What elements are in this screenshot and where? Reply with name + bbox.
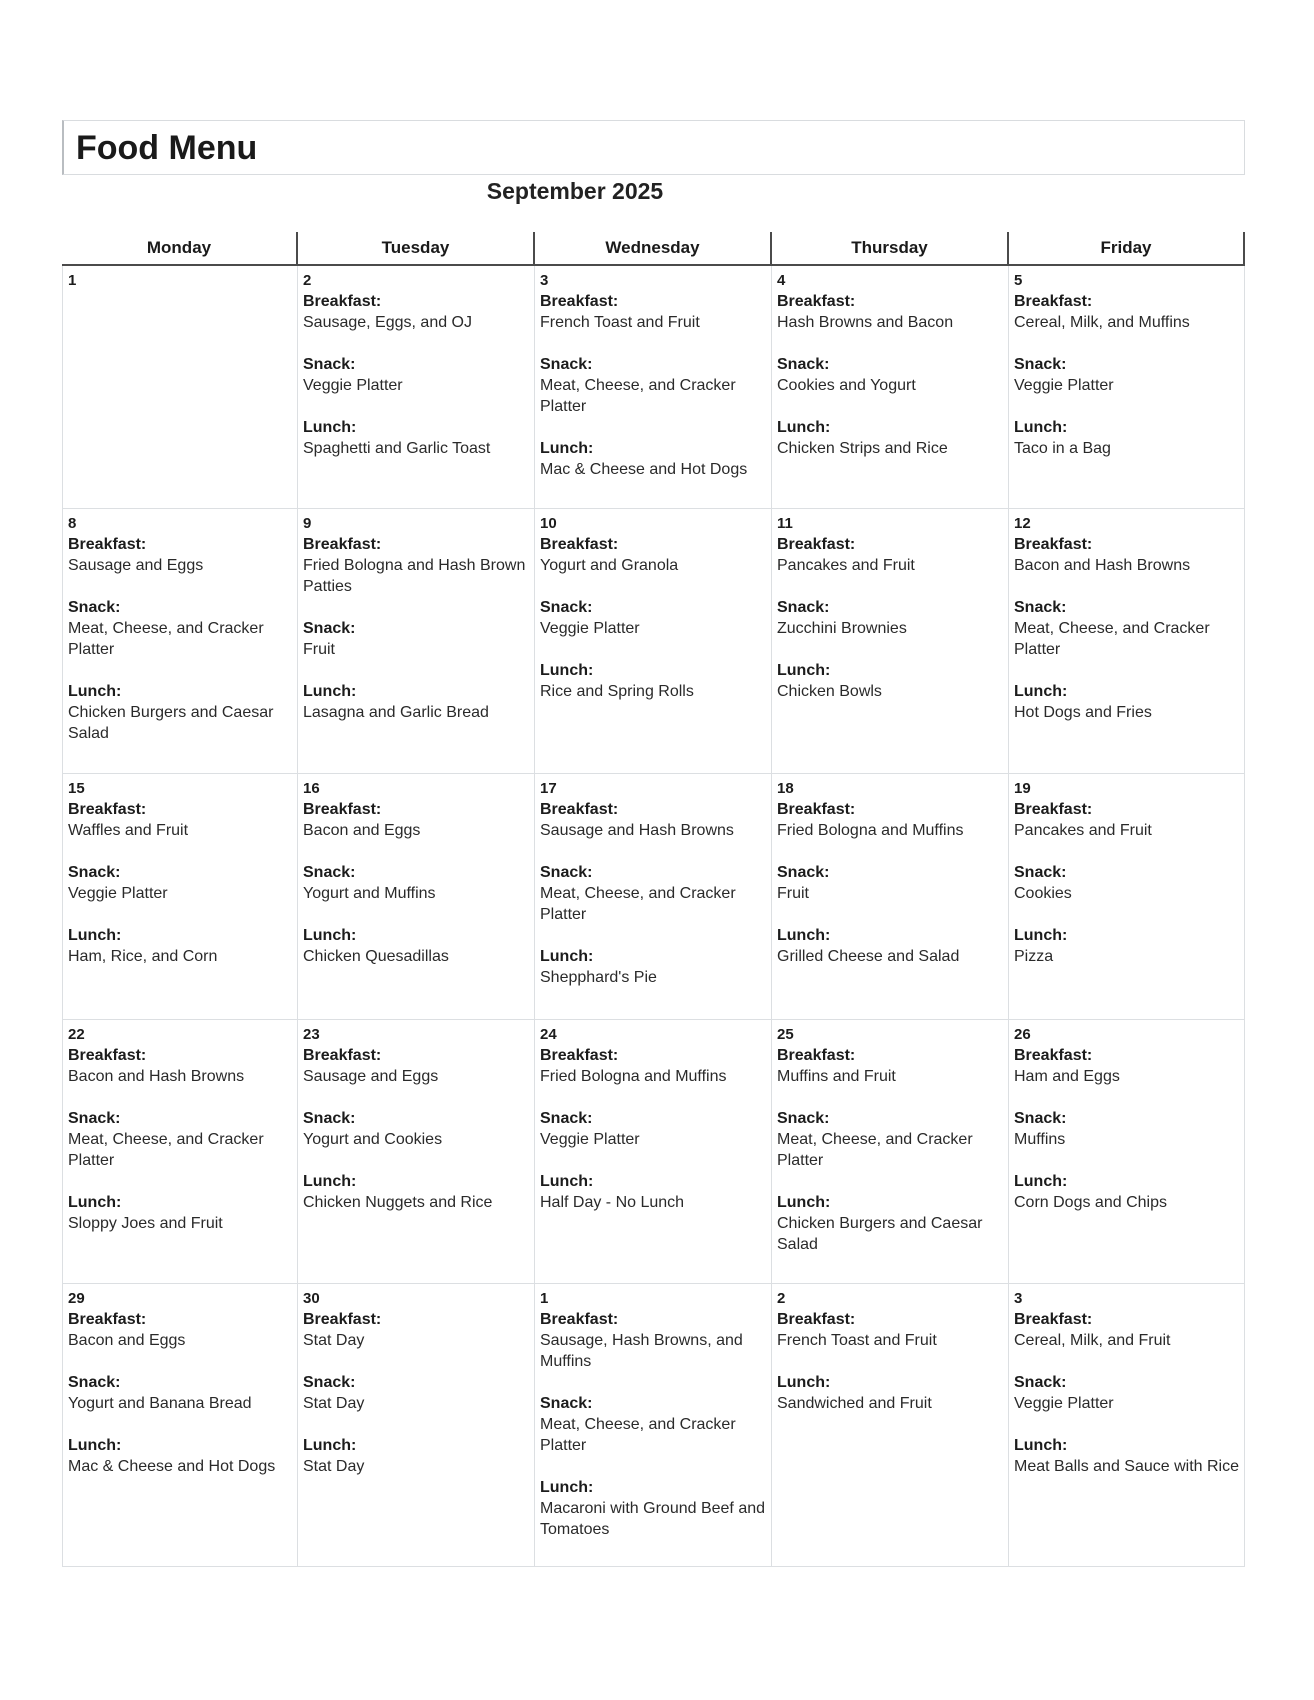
meal-label: Snack:: [303, 864, 356, 881]
meal-item: Meat Balls and Sauce with Rice: [1014, 1458, 1239, 1475]
meal-label: Snack:: [540, 356, 593, 373]
meal-label: Breakfast:: [777, 801, 856, 818]
meal-item: Sausage, Hash Browns, and Muffins: [540, 1332, 743, 1370]
meal-label: Breakfast:: [540, 1047, 619, 1064]
meal-item: Fruit: [303, 641, 335, 658]
meal-label: Snack:: [68, 599, 121, 616]
meal-label: Lunch:: [303, 1173, 357, 1190]
day-number: 11: [777, 515, 793, 532]
day-number: 1: [68, 272, 77, 289]
meal-label: Lunch:: [68, 683, 122, 700]
meal-label: Lunch:: [540, 440, 594, 457]
meal-label: Snack:: [303, 620, 356, 637]
day-number: 23: [303, 1026, 320, 1043]
day-cell: [535, 1020, 772, 1284]
meal-label: Snack:: [1014, 1110, 1067, 1127]
day-number: 16: [303, 780, 320, 797]
meal-label: Snack:: [68, 1110, 121, 1127]
meal-label: Lunch:: [68, 927, 122, 944]
meal-label: Breakfast:: [777, 293, 856, 310]
meal-label: Lunch:: [1014, 1173, 1068, 1190]
meal-label: Snack:: [1014, 356, 1067, 373]
meal-item: Veggie Platter: [1014, 1395, 1114, 1412]
meal-item: Chicken Burgers and Caesar Salad: [68, 704, 274, 742]
day-cell: [535, 774, 772, 1020]
meal-item: Fried Bologna and Muffins: [540, 1068, 727, 1085]
meal-item: Sausage, Eggs, and OJ: [303, 314, 472, 331]
day-cell: [298, 774, 535, 1020]
day-number: 22: [68, 1026, 85, 1043]
meal-item: Yogurt and Cookies: [303, 1131, 443, 1148]
meal-label: Breakfast:: [540, 1311, 619, 1328]
meal-item: Cookies: [1014, 885, 1072, 902]
meal-item: Meat, Cheese, and Cracker Platter: [540, 1416, 736, 1454]
meal-item: Ham and Eggs: [1014, 1068, 1120, 1085]
meal-item: Chicken Nuggets and Rice: [303, 1194, 493, 1211]
meal-item: Cookies and Yogurt: [777, 377, 916, 394]
meal-item: Veggie Platter: [540, 1131, 640, 1148]
day-cell: [1009, 266, 1245, 509]
day-number: 9: [303, 515, 312, 532]
meal-label: Snack:: [68, 1374, 121, 1391]
meal-item: Pancakes and Fruit: [777, 557, 915, 574]
meal-item: Pancakes and Fruit: [1014, 822, 1152, 839]
meal-label: Snack:: [777, 356, 830, 373]
day-cell: [772, 1020, 1009, 1284]
meal-label: Snack:: [1014, 1374, 1067, 1391]
day-header-wednesday: Wednesday: [535, 232, 772, 266]
meal-label: Lunch:: [303, 683, 357, 700]
page-title: Food Menu: [76, 129, 258, 167]
day-header-tuesday: Tuesday: [298, 232, 535, 266]
day-number: 15: [68, 780, 85, 797]
meal-item: Chicken Quesadillas: [303, 948, 449, 965]
meal-label: Breakfast:: [777, 1311, 856, 1328]
day-cell: [1009, 1020, 1245, 1284]
day-header-friday: Friday: [1009, 232, 1245, 266]
day-number: 29: [68, 1290, 85, 1307]
day-number: 8: [68, 515, 77, 532]
meal-item: Veggie Platter: [540, 620, 640, 637]
day-cell: [535, 266, 772, 509]
meal-label: Lunch:: [68, 1194, 122, 1211]
meal-item: Stat Day: [303, 1332, 365, 1349]
day-cell: [298, 1020, 535, 1284]
day-number: 5: [1014, 272, 1023, 289]
day-cell: [62, 1020, 298, 1284]
day-number: 3: [540, 272, 549, 289]
meal-label: Snack:: [303, 1374, 356, 1391]
day-number: 10: [540, 515, 557, 532]
meal-item: Veggie Platter: [68, 885, 168, 902]
day-number: 12: [1014, 515, 1031, 532]
day-header-monday: Monday: [62, 232, 298, 266]
meal-label: Breakfast:: [1014, 536, 1093, 553]
meal-item: Zucchini Brownies: [777, 620, 907, 637]
meal-label: Lunch:: [1014, 683, 1068, 700]
day-number: 26: [1014, 1026, 1031, 1043]
meal-item: Muffins and Fruit: [777, 1068, 896, 1085]
meal-label: Lunch:: [303, 1437, 357, 1454]
meal-label: Breakfast:: [777, 536, 856, 553]
meal-label: Snack:: [540, 864, 593, 881]
meal-item: Fried Bologna and Muffins: [777, 822, 964, 839]
meal-label: Snack:: [777, 1110, 830, 1127]
day-number: 4: [777, 272, 786, 289]
meal-label: Lunch:: [540, 948, 594, 965]
meal-item: Sloppy Joes and Fruit: [68, 1215, 223, 1232]
meal-label: Snack:: [1014, 599, 1067, 616]
day-cell: [298, 1284, 535, 1567]
meal-label: Snack:: [303, 356, 356, 373]
meal-item: Sausage and Eggs: [68, 557, 204, 574]
meal-item: Meat, Cheese, and Cracker Platter: [777, 1131, 973, 1169]
day-number: 30: [303, 1290, 320, 1307]
meal-label: Lunch:: [303, 419, 357, 436]
meal-label: Lunch:: [303, 927, 357, 944]
day-number: 2: [777, 1290, 786, 1307]
meal-label: Lunch:: [68, 1437, 122, 1454]
meal-item: Cereal, Milk, and Fruit: [1014, 1332, 1171, 1349]
meal-item: Bacon and Hash Browns: [1014, 557, 1191, 574]
day-cell: [62, 509, 298, 774]
meal-item: Corn Dogs and Chips: [1014, 1194, 1167, 1211]
meal-item: Muffins: [1014, 1131, 1066, 1148]
meal-label: Snack:: [540, 1110, 593, 1127]
meal-item: Cereal, Milk, and Muffins: [1014, 314, 1190, 331]
day-number: 24: [540, 1026, 557, 1043]
day-cell: [772, 1284, 1009, 1567]
meal-label: Lunch:: [777, 662, 831, 679]
meal-item: Mac & Cheese and Hot Dogs: [68, 1458, 276, 1475]
meal-item: Grilled Cheese and Salad: [777, 948, 960, 965]
meal-label: Snack:: [540, 599, 593, 616]
meal-item: Meat, Cheese, and Cracker Platter: [68, 1131, 264, 1169]
meal-item: Half Day - No Lunch: [540, 1194, 685, 1211]
meal-item: Taco in a Bag: [1014, 440, 1111, 457]
meal-label: Breakfast:: [303, 1311, 382, 1328]
meal-label: Breakfast:: [68, 1047, 147, 1064]
day-cell: [1009, 1284, 1245, 1567]
meal-label: Breakfast:: [540, 536, 619, 553]
meal-item: Shepphard's Pie: [540, 969, 657, 986]
meal-label: Breakfast:: [540, 293, 619, 310]
meal-label: Breakfast:: [1014, 801, 1093, 818]
meal-item: Fruit: [777, 885, 809, 902]
meal-label: Breakfast:: [303, 801, 382, 818]
meal-label: Breakfast:: [68, 1311, 147, 1328]
meal-item: Meat, Cheese, and Cracker Platter: [540, 377, 736, 415]
meal-label: Breakfast:: [68, 536, 147, 553]
month-title: September 2025: [486, 178, 664, 204]
meal-item: Veggie Platter: [303, 377, 403, 394]
meal-item: Fried Bologna and Hash Brown Patties: [303, 557, 526, 595]
meal-item: Chicken Strips and Rice: [777, 440, 948, 457]
meal-item: Chicken Burgers and Caesar Salad: [777, 1215, 983, 1253]
meal-item: Yogurt and Banana Bread: [68, 1395, 252, 1412]
day-number: 25: [777, 1026, 794, 1043]
meal-item: Mac & Cheese and Hot Dogs: [540, 461, 748, 478]
meal-item: Chicken Bowls: [777, 683, 882, 700]
day-cell: [1009, 509, 1245, 774]
day-number: 18: [777, 780, 794, 797]
calendar-grid: [62, 232, 1245, 1567]
meal-label: Lunch:: [1014, 1437, 1068, 1454]
day-cell: [772, 774, 1009, 1020]
meal-item: Waffles and Fruit: [68, 822, 189, 839]
meal-item: Hash Browns and Bacon: [777, 314, 954, 331]
day-number: 2: [303, 272, 312, 289]
day-cell: [535, 1284, 772, 1567]
day-number: 1: [540, 1290, 549, 1307]
meal-label: Breakfast:: [303, 1047, 382, 1064]
meal-label: Lunch:: [540, 1173, 594, 1190]
meal-item: Stat Day: [303, 1395, 365, 1412]
meal-label: Snack:: [540, 1395, 593, 1412]
meal-label: Breakfast:: [1014, 1311, 1093, 1328]
day-number: 19: [1014, 780, 1031, 797]
day-cell: [1009, 774, 1245, 1020]
meal-item: Stat Day: [303, 1458, 365, 1475]
meal-label: Snack:: [1014, 864, 1067, 881]
meal-label: Lunch:: [777, 419, 831, 436]
day-number: 3: [1014, 1290, 1023, 1307]
menu-title-box: [62, 120, 1245, 175]
meal-label: Snack:: [68, 864, 121, 881]
day-cell: [535, 509, 772, 774]
meal-item: Meat, Cheese, and Cracker Platter: [68, 620, 264, 658]
meal-item: Sausage and Eggs: [303, 1068, 439, 1085]
meal-label: Breakfast:: [303, 536, 382, 553]
meal-item: Spaghetti and Garlic Toast: [303, 440, 491, 457]
meal-item: French Toast and Fruit: [540, 314, 700, 331]
meal-item: Bacon and Hash Browns: [68, 1068, 245, 1085]
meal-label: Breakfast:: [1014, 293, 1093, 310]
meal-item: Sausage and Hash Browns: [540, 822, 734, 839]
day-header-thursday: Thursday: [772, 232, 1009, 266]
meal-label: Lunch:: [777, 1374, 831, 1391]
meal-label: Breakfast:: [540, 801, 619, 818]
meal-label: Lunch:: [1014, 927, 1068, 944]
meal-item: Yogurt and Granola: [540, 557, 679, 574]
meal-item: Veggie Platter: [1014, 377, 1114, 394]
meal-item: Pizza: [1014, 948, 1054, 965]
meal-label: Snack:: [777, 864, 830, 881]
day-cell: [298, 509, 535, 774]
meal-label: Breakfast:: [303, 293, 382, 310]
meal-item: French Toast and Fruit: [777, 1332, 937, 1349]
day-cell: [772, 266, 1009, 509]
meal-item: Bacon and Eggs: [303, 822, 421, 839]
meal-label: Breakfast:: [68, 801, 147, 818]
meal-label: Snack:: [303, 1110, 356, 1127]
day-cell: [298, 266, 535, 509]
day-cell: [62, 1284, 298, 1567]
day-cell: [62, 774, 298, 1020]
meal-item: Meat, Cheese, and Cracker Platter: [540, 885, 736, 923]
meal-label: Lunch:: [777, 1194, 831, 1211]
meal-item: Yogurt and Muffins: [303, 885, 436, 902]
meal-item: Macaroni with Ground Beef and Tomatoes: [540, 1500, 766, 1538]
meal-item: Ham, Rice, and Corn: [68, 948, 218, 965]
meal-item: Lasagna and Garlic Bread: [303, 704, 489, 721]
meal-label: Lunch:: [540, 662, 594, 679]
day-cell: [772, 509, 1009, 774]
meal-label: Lunch:: [540, 1479, 594, 1496]
meal-label: Lunch:: [777, 927, 831, 944]
day-cell: [62, 266, 298, 509]
meal-item: Rice and Spring Rolls: [540, 683, 694, 700]
meal-label: Snack:: [777, 599, 830, 616]
meal-label: Lunch:: [1014, 419, 1068, 436]
day-number: 17: [540, 780, 557, 797]
meal-item: Sandwiched and Fruit: [777, 1395, 932, 1412]
meal-label: Breakfast:: [1014, 1047, 1093, 1064]
meal-item: Hot Dogs and Fries: [1014, 704, 1152, 721]
meal-label: Breakfast:: [777, 1047, 856, 1064]
meal-item: Meat, Cheese, and Cracker Platter: [1014, 620, 1210, 658]
meal-item: Bacon and Eggs: [68, 1332, 186, 1349]
